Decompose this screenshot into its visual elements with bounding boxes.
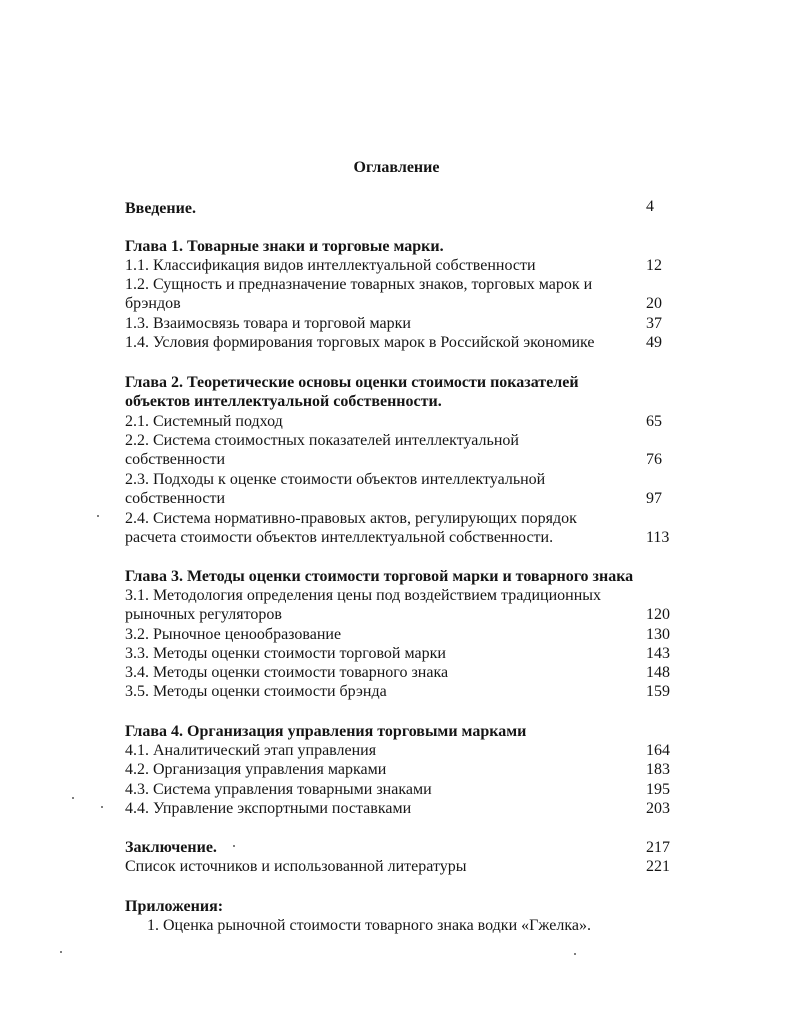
toc-entry-1-1: 1.1. Классификация видов интеллектуальной собственности bbox=[125, 257, 536, 274]
scan-speck bbox=[60, 951, 62, 953]
toc-page-3-1: 120 bbox=[646, 606, 670, 623]
toc-page-1-4: 49 bbox=[646, 334, 662, 351]
conclusion-label: Заключение. bbox=[125, 839, 217, 856]
toc-entry-1-2-cont: брэндов bbox=[125, 295, 181, 312]
toc-entry-2-1: 2.1. Системный подход bbox=[125, 413, 283, 430]
chapter3-title: Глава 3. Методы оценки стоимости торговой марки и товарного знака bbox=[125, 568, 634, 585]
scan-speck bbox=[72, 797, 74, 799]
toc-page-1-2: 20 bbox=[646, 295, 662, 312]
toc-entry-3-2: 3.2. Рыночное ценообразование bbox=[125, 626, 342, 643]
chapter1-title: Глава 1. Товарные знаки и торговые марки. bbox=[125, 238, 444, 255]
toc-entry-3-4: 3.4. Методы оценки стоимости товарного знака bbox=[125, 664, 449, 681]
appendix-item-1: 1. Оценка рыночной стоимости товарного знака водки «Гжелка». bbox=[147, 917, 591, 934]
toc-page-2-1: 65 bbox=[646, 413, 662, 430]
toc-entry-1-4: 1.4. Условия формирования торговых марок в Российской экономике bbox=[125, 334, 595, 351]
toc-entry-2-4-cont: расчета стоимости объектов интеллектуальной собственности. bbox=[125, 529, 554, 546]
conclusion-page: 217 bbox=[646, 839, 670, 856]
references-label: Список источников и использованной литературы bbox=[125, 858, 467, 875]
intro-page: 4 bbox=[646, 198, 654, 215]
toc-page-2-2: 76 bbox=[646, 451, 662, 468]
scan-speck bbox=[233, 845, 235, 847]
toc-entry-2-2-cont: собственности bbox=[125, 451, 226, 468]
scan-speck bbox=[97, 515, 99, 517]
references-page: 221 bbox=[646, 858, 670, 875]
toc-page-3-4: 148 bbox=[646, 664, 670, 681]
toc-entry-2-3-cont: собственности bbox=[125, 490, 226, 507]
toc-entry-1-2: 1.2. Сущность и предназначение товарных знаков, торговых марок и bbox=[125, 276, 593, 293]
toc-entry-2-2: 2.2. Система стоимостных показателей интеллектуальной bbox=[125, 432, 519, 449]
toc-page-4-4: 203 bbox=[646, 800, 670, 817]
scan-speck bbox=[101, 806, 103, 808]
toc-page-3-2: 130 bbox=[646, 626, 670, 643]
toc-entry-1-3: 1.3. Взаимосвязь товара и торговой марки bbox=[125, 315, 411, 332]
intro-label: Введение. bbox=[125, 200, 196, 217]
page-title: Оглавление bbox=[353, 159, 440, 176]
toc-page-4-2: 183 bbox=[646, 761, 670, 778]
chapter2-title: Глава 2. Теоретические основы оценки стоимости показателей bbox=[125, 374, 579, 391]
toc-page-2-4: 113 bbox=[646, 529, 670, 546]
toc-entry-3-5: 3.5. Методы оценки стоимости брэнда bbox=[125, 683, 387, 700]
toc-entry-4-2: 4.2. Организация управления марками bbox=[125, 761, 387, 778]
toc-entry-2-4: 2.4. Система нормативно-правовых актов, регулирующих порядок bbox=[125, 510, 577, 527]
toc-page-3-5: 159 bbox=[646, 683, 670, 700]
toc-entry-2-3: 2.3. Подходы к оценке стоимости объектов интеллектуальной bbox=[125, 471, 546, 488]
chapter4-title: Глава 4. Организация управления торговыми марками bbox=[125, 723, 527, 740]
toc-page-1-1: 12 bbox=[646, 257, 662, 274]
toc-page-2-3: 97 bbox=[646, 490, 662, 507]
toc-entry-3-1-cont: рыночных регуляторов bbox=[125, 606, 282, 623]
chapter2-title-cont: объектов интеллектуальной собственности. bbox=[125, 393, 442, 410]
toc-page-3-3: 143 bbox=[646, 645, 670, 662]
toc-page-4-3: 195 bbox=[646, 781, 670, 798]
toc-entry-4-3: 4.3. Система управления товарными знаками bbox=[125, 781, 432, 798]
toc-entry-3-3: 3.3. Методы оценки стоимости торговой марки bbox=[125, 645, 446, 662]
toc-entry-3-1: 3.1. Методология определения цены под воздействием традиционных bbox=[125, 587, 602, 604]
toc-page-1-3: 37 bbox=[646, 315, 662, 332]
toc-entry-4-1: 4.1. Аналитический этап управления bbox=[125, 742, 377, 759]
appendix-title: Приложения: bbox=[125, 898, 224, 915]
scan-speck bbox=[574, 953, 576, 955]
toc-entry-4-4: 4.4. Управление экспортными поставками bbox=[125, 800, 412, 817]
toc-page-4-1: 164 bbox=[646, 742, 670, 759]
